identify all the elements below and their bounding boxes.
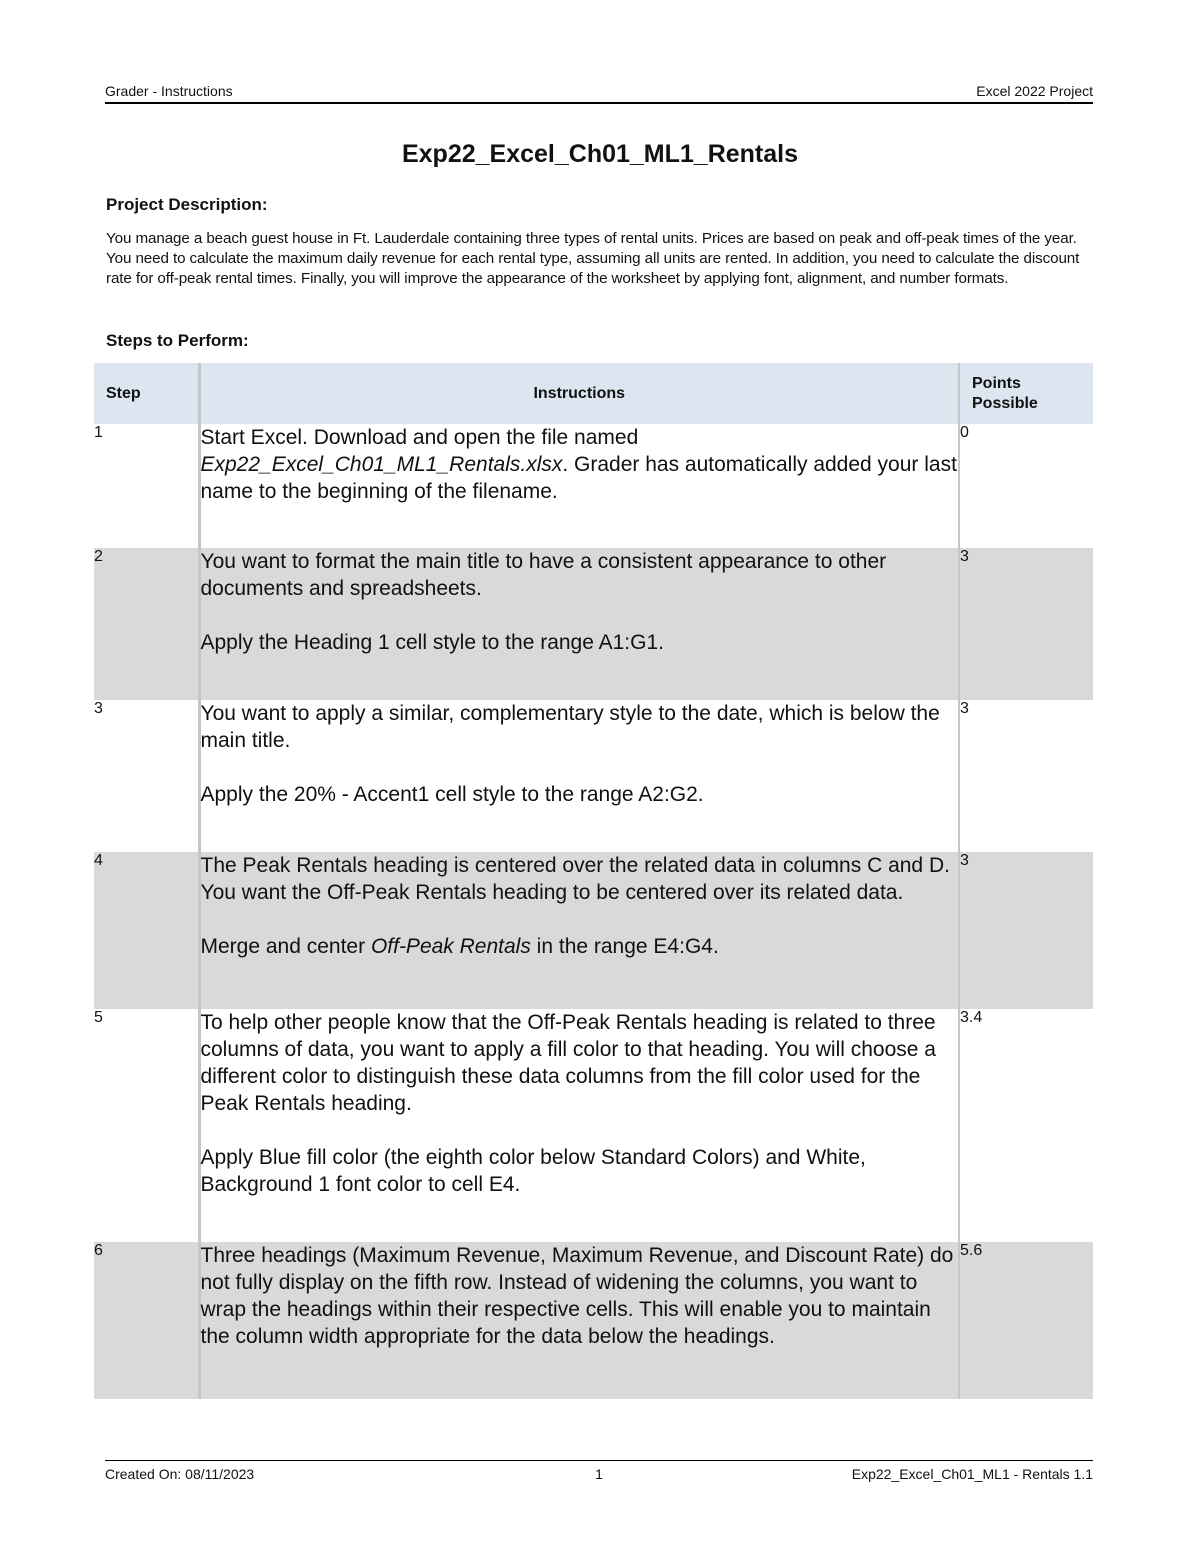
steps-label: Steps to Perform: xyxy=(106,331,249,350)
step-number: 4 xyxy=(94,852,199,1009)
header-points-line1: Points xyxy=(972,374,1021,392)
instruction-emphasis: Off-Peak Rentals xyxy=(370,935,531,958)
step-points: 3 xyxy=(959,852,1093,1009)
step-points: 5.6 xyxy=(959,1242,1093,1399)
header-instructions: Instructions xyxy=(199,363,959,424)
table-row xyxy=(94,700,1093,852)
step-number: 6 xyxy=(94,1242,199,1399)
document-title: Exp22_Excel_Ch01_ML1_Rentals xyxy=(401,140,799,168)
page-header xyxy=(105,83,1093,104)
step-points: 3 xyxy=(959,548,1093,700)
instruction-paragraph xyxy=(201,933,959,960)
steps-table xyxy=(94,363,1093,1399)
header-right: Excel 2022 Project xyxy=(976,83,1093,99)
footer-created-date: Created On: 08/11/2023 xyxy=(105,1466,255,1482)
footer-version: Exp22_Excel_Ch01_ML1 - Rentals 1.1 xyxy=(851,1466,1093,1482)
header-points-line2: Possible xyxy=(972,394,1038,412)
instruction-paragraph: You want to format the main title to have a consistent appearance to other documents and spreadsheets. xyxy=(200,550,887,600)
instruction-paragraph xyxy=(201,424,959,505)
instruction-text: in the range E4:G4. xyxy=(530,935,719,958)
step-instructions xyxy=(199,548,959,700)
step-instructions xyxy=(199,424,959,548)
table-row xyxy=(94,548,1093,700)
step-points: 3 xyxy=(960,700,969,717)
step-points: 3.4 xyxy=(960,1009,983,1026)
instruction-text: Merge and center xyxy=(200,935,371,958)
step-points: 0 xyxy=(960,424,969,441)
step-instructions xyxy=(199,852,959,1009)
instruction-paragraph: Apply the 20% - Accent1 cell style to the range A2:G2. xyxy=(200,783,704,806)
header-left: Grader - Instructions xyxy=(105,83,233,99)
table-row xyxy=(94,852,1093,1009)
instruction-paragraph: To help other people know that the Off-Peak Rentals heading is related to three columns of data, you want to apply a fill color to that heading. You will choose a different color to distinguish these data columns from the fill color used for the Peak Rentals heading. xyxy=(200,1011,936,1115)
instruction-paragraph: Apply Blue fill color (the eighth color below Standard Colors) and White, Background 1 font color to cell E4. xyxy=(200,1146,866,1196)
step-instructions xyxy=(199,1009,959,1242)
project-description-text: You manage a beach guest house in Ft. Lauderdale containing three types of rental units. Prices are based on peak and off-peak times of the year. You need to calculate the maximum daily revenue for each rental type, assuming all units are rented. In addition, you need to calculate the discount rate for off-peak rental times. Finally, you will improve the appearance of the worksheet by applying font, alignment, and number formats. xyxy=(106,230,1080,287)
step-instructions xyxy=(199,1242,959,1399)
table-row xyxy=(94,1009,1093,1242)
step-number: 3 xyxy=(94,700,199,852)
instruction-paragraph: Apply the Heading 1 cell style to the range A1:G1. xyxy=(200,631,664,654)
instruction-text: Start Excel. Download and open the file named xyxy=(200,426,639,449)
table-header-row xyxy=(94,363,1093,424)
table-row xyxy=(94,1242,1093,1399)
step-instructions xyxy=(199,700,959,852)
project-description-label: Project Description: xyxy=(106,195,268,214)
instruction-text: . Grader has automatically added your last name to the beginning of the filename. xyxy=(200,453,957,503)
footer-page-number: 1 xyxy=(595,1466,603,1482)
instruction-paragraph: Three headings (Maximum Revenue, Maximum Revenue, and Discount Rate) do not fully display on the fifth row. Instead of widening the columns, you want to wrap the headings within their respective cells. This will enable you to maintain the column width appropriate for the data below the headings. xyxy=(200,1244,954,1348)
header-step: Step xyxy=(94,363,199,424)
table-row xyxy=(94,424,1093,548)
instruction-filename: Exp22_Excel_Ch01_ML1_Rentals.xlsx xyxy=(200,453,563,476)
step-number: 1 xyxy=(94,424,199,548)
step-number: 2 xyxy=(94,548,199,700)
header-points xyxy=(959,363,1093,424)
instruction-paragraph: You want to apply a similar, complementary style to the date, which is below the main title. xyxy=(200,702,940,752)
step-number: 5 xyxy=(94,1009,199,1242)
instruction-paragraph: The Peak Rentals heading is centered over the related data in columns C and D. You want the Off-Peak Rentals heading to be centered over its related data. xyxy=(200,854,950,904)
page-footer xyxy=(105,1460,1093,1486)
